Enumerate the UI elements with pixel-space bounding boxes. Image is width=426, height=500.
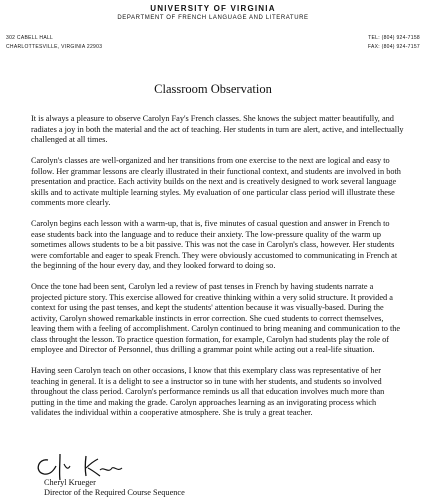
address-line-1: 302 CABELL HALL <box>6 35 54 41</box>
mailing-address <box>6 34 102 52</box>
paragraph: Having seen Carolyn teach on other occasions, I know that this exemplary class was representative of her teaching in general. It is a delight to see a instructor so in tune with her students, and students so involved throughout the class period. Carolyn's performance reminds us all that education involves much more than putting in the time and making the grade. Carolyn approaches learning as an invigorating process which validates the individual within a cooperative atmosphere. She is truly a great teacher. <box>31 366 385 417</box>
contact-numbers <box>368 34 420 52</box>
fax-number: FAX: (804) 924-7157 <box>367 44 420 50</box>
paragraph: Once the tone had been sent, Carolyn led a review of past tenses in French by having students narrate a projected picture story. This exercise allowed for creative thinking within a very solid structure. It provided a context for using the past tenses, and kept the students' attention because it was visually-based. During the activity, Carolyn showed remarkable instincts in error correction. She cued students to correct themselves, leaving them with a feeling of accomplishment. Carolyn continued to bring meaning and communication to the class throught the lesson. To practice question formation, for example, Carolyn had students play the role of employee and Director of Personnel, thus drilling a grammar point while acting out a real-life situation. <box>31 282 401 354</box>
address-line-2: CHARLOTTESVILLE, VIRGINIA 22903 <box>6 44 103 50</box>
department-name: DEPARTMENT OF FRENCH LANGUAGE AND LITERATURE <box>117 15 309 21</box>
signatory-name: Cheryl Krueger <box>44 478 96 487</box>
university-name: UNIVERSITY OF VIRGINIA <box>150 4 276 13</box>
document-title: Classroom Observation <box>154 82 272 96</box>
signatory-title: Director of the Required Course Sequence <box>44 488 185 497</box>
paragraph: It is always a pleasure to observe Carolyn Fay's French classes. She knows the subject matter beautifully, and radiates a joy in both the material and the act of teaching. Her students in turn are alert, active, and intellectually challenged at all times. <box>31 114 404 144</box>
paragraph: Carolyn's classes are well-organized and her transitions from one exercise to the next are logical and easy to follow. Her grammar lessons are clearly illustrated in their functional context, and students are involved in both presentation and practice. Each activity builds on the next and is creatively designed to work several language skills and to activate multiple learning styles. My evaluation of one particular class period will illustrate these comments more clearly. <box>31 156 401 207</box>
letter-body <box>31 114 405 429</box>
telephone-number: TEL: (804) 924-7158 <box>368 35 420 41</box>
paragraph: Carolyn begins each lesson with a warm-up, that is, five minutes of casual question and answer in French to ease students back into the language and to reduce their anxiety. The low-pressure quality of the warm up sometimes allows students to be a bit passive. This was not the case in Carolyn's class, however. Her students were comfortable and eager to speak French. They were obviously accustomed to communicating in French at the beginning of the hour every day, and they looked forward to doing so. <box>31 219 398 270</box>
